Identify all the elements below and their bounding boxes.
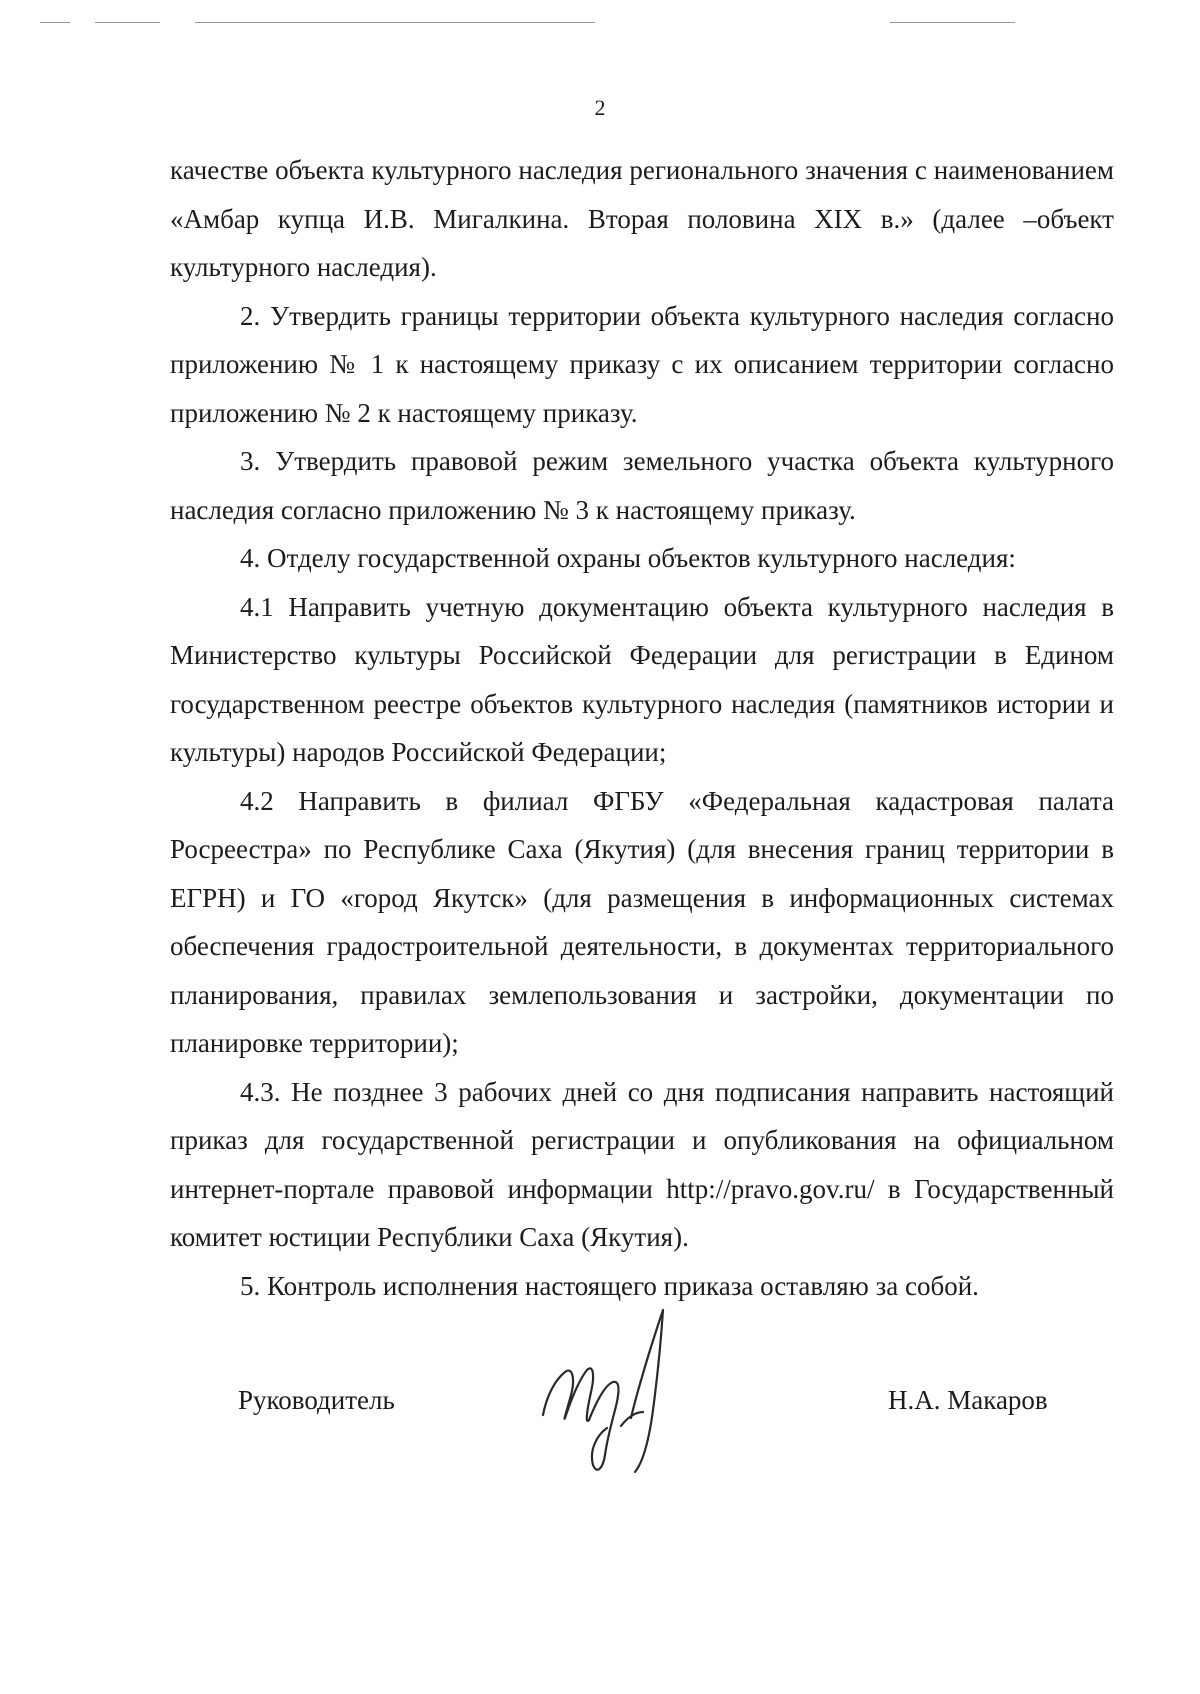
page-number: 2 [594, 95, 606, 120]
scan-edge-line-2 [95, 22, 160, 23]
paragraph-continuation: качестве объекта культурного наследия регионального значения с наименованием «Амбар купца И.В. Мигалкина. Вторая половина XIX в.» (далее –объект культурного наследия). [170, 155, 1114, 282]
paragraph-item-4-1: 4.1 Направить учетную документацию объекта культурного наследия в Министерство культуры Российской Федерации для регистрации в Едином государственном реестре объектов культурного наследия (памятников истории и культуры) народов Российской Федерации; [170, 591, 1114, 767]
paragraph-item-4-3: 4.3. Не позднее 3 рабочих дней со дня подписания направить настоящий приказ для государственной регистрации и опубликования на официальном интернет-портале правовой информации http://pravo.gov.ru/ в Государственный комитет юстиции Республики Саха (Якутия). [170, 1076, 1114, 1252]
signer-title: Руководитель [238, 1385, 395, 1415]
document-body [170, 146, 1114, 1310]
paragraph-item-3: 3. Утвердить правовой режим земельного участка объекта культурного наследия согласно приложению № 3 к настоящему приказу. [170, 446, 1114, 525]
handwritten-signature [535, 1300, 695, 1480]
scan-edge-line-3 [195, 22, 595, 23]
paragraph-item-4-2: 4.2 Направить в филиал ФГБУ «Федеральная кадастровая палата Росреестра» по Республике Саха (Якутия) (для внесения границ территории в ЕГРН) и ГО «город Якутск» (для размещения в информационных системах обеспечения градостроительной деятельности, в документах территориального планирования, правилах землепользования и застройки, документации по планировке территории); [170, 785, 1114, 1058]
signer-name: Н.А. Макаров [888, 1385, 1048, 1415]
scan-edge-line-4 [890, 22, 1015, 23]
paragraph-item-2: 2. Утвердить границы территории объекта культурного наследия согласно приложению № 1 к настоящему приказу с их описанием территории согласно приложению № 2 к настоящему приказу. [170, 300, 1114, 428]
scan-edge-line-1 [40, 22, 70, 23]
paragraph-item-4: 4. Отделу государственной охраны объектов культурного наследия: [240, 543, 1016, 573]
paragraph-item-5: 5. Контроль исполнения настоящего приказа оставляю за собой. [240, 1270, 979, 1301]
